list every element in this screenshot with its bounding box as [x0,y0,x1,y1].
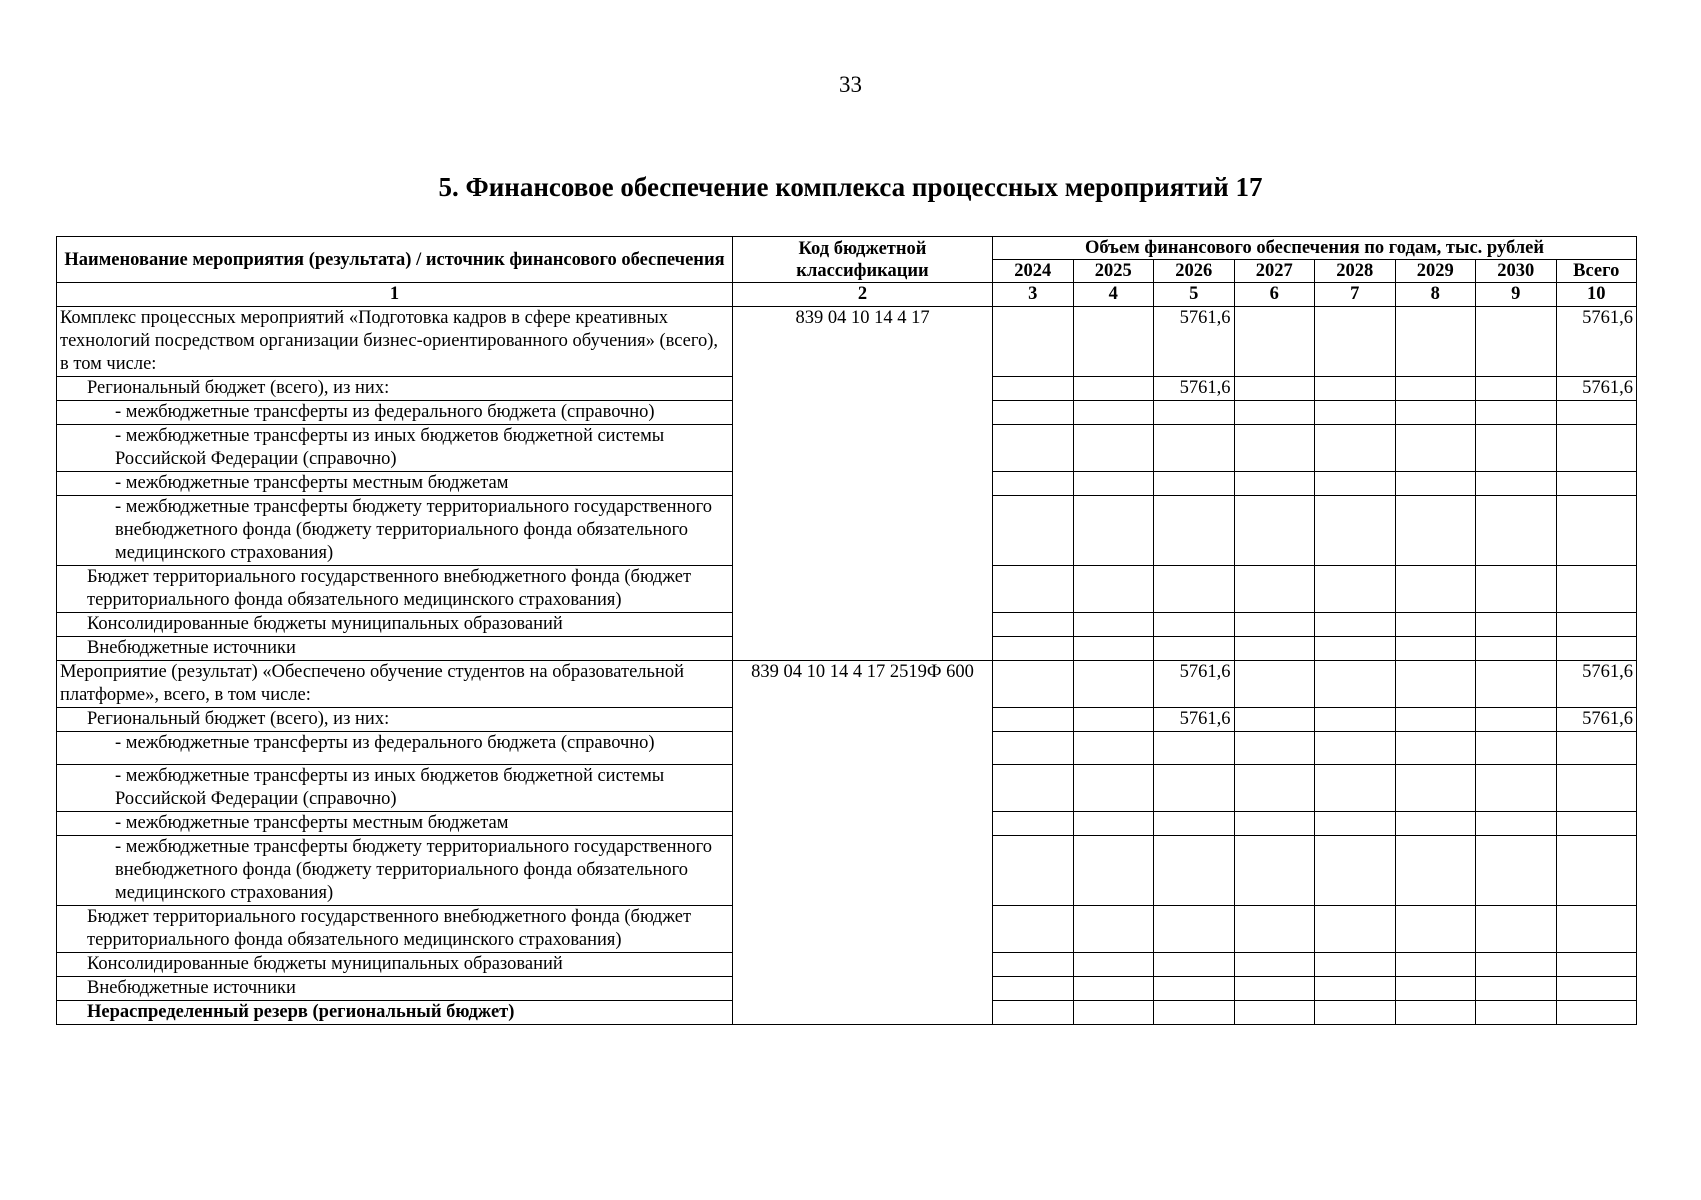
column-number: 2 [733,283,993,307]
column-number: 6 [1234,283,1315,307]
row-name: - межбюджетные трансферты из федерального бюджета (справочно) [57,401,733,425]
column-number: 10 [1556,283,1637,307]
column-number: 5 [1154,283,1235,307]
header-year: 2025 [1073,260,1154,283]
page-title: 5. Финансовое обеспечение комплекса процессных мероприятий 17 [438,172,1263,202]
value-2026: 5761,6 [1154,708,1235,732]
table-row [57,307,1637,377]
value-2026: 5761,6 [1154,307,1235,377]
header-year: 2029 [1395,260,1476,283]
header-volume: Объем финансового обеспечения по годам, тыс. рублей [993,237,1637,260]
page-number: 33 [839,72,862,97]
financing-table [56,236,1637,1025]
column-number: 3 [993,283,1074,307]
value-2026: 5761,6 [1154,661,1235,708]
column-number: 1 [57,283,733,307]
row-name: - межбюджетные трансферты из федерального бюджета (справочно) [57,732,733,765]
header-code: Код бюджетной классификации [733,237,993,283]
row-name: Региональный бюджет (всего), из них: [57,377,733,401]
row-name: - межбюджетные трансферты местным бюджетам [57,812,733,836]
row-name: Внебюджетные источники [57,637,733,661]
header-year: 2028 [1315,260,1396,283]
row-name: Бюджет территориального государственного внебюджетного фонда (бюджет территориального фонда обязательного медицинского страхования) [57,906,733,953]
column-number: 7 [1315,283,1396,307]
header-year: 2026 [1154,260,1235,283]
row-name: Внебюджетные источники [57,977,733,1001]
table-row [57,661,1637,708]
budget-code: 839 04 10 14 4 17 [733,307,993,661]
row-name: - межбюджетные трансферты из иных бюджетов бюджетной системы Российской Федерации (справочно) [57,425,733,472]
row-name: - межбюджетные трансферты бюджету территориального государственного внебюджетного фонда (бюджету территориального фонда обязательного медицинского страхования) [57,496,733,566]
row-name: - межбюджетные трансферты бюджету территориального государственного внебюджетного фонда (бюджету территориального фонда обязательного медицинского страхования) [57,836,733,906]
value-total: 5761,6 [1556,307,1637,377]
column-number: 9 [1476,283,1557,307]
row-name: Консолидированные бюджеты муниципальных образований [57,613,733,637]
row-name: Консолидированные бюджеты муниципальных образований [57,953,733,977]
header-name: Наименование мероприятия (результата) / источник финансового обеспечения [57,237,733,283]
column-number: 8 [1395,283,1476,307]
row-name: Комплекс процессных мероприятий «Подготовка кадров в сфере креативных технологий посредством организации бизнес-ориентированного обучения» (всего), в том числе: [57,307,733,377]
header-year: 2030 [1476,260,1557,283]
reserve-row-name: Нераспределенный резерв (региональный бюджет) [57,1001,733,1025]
row-name: Региональный бюджет (всего), из них: [57,708,733,732]
row-name: - межбюджетные трансферты из иных бюджетов бюджетной системы Российской Федерации (справочно) [57,765,733,812]
value-total: 5761,6 [1556,708,1637,732]
row-name: - межбюджетные трансферты местным бюджетам [57,472,733,496]
value-total: 5761,6 [1556,661,1637,708]
column-number: 4 [1073,283,1154,307]
row-name: Бюджет территориального государственного внебюджетного фонда (бюджет территориального фонда обязательного медицинского страхования) [57,566,733,613]
budget-code: 839 04 10 14 4 17 2519Ф 600 [733,661,993,1025]
header-total: Всего [1556,260,1637,283]
value-total: 5761,6 [1556,377,1637,401]
header-year: 2027 [1234,260,1315,283]
value-2026: 5761,6 [1154,377,1235,401]
row-name: Мероприятие (результат) «Обеспечено обучение студентов на образовательной платформе», всего, в том числе: [57,661,733,708]
header-year: 2024 [993,260,1074,283]
